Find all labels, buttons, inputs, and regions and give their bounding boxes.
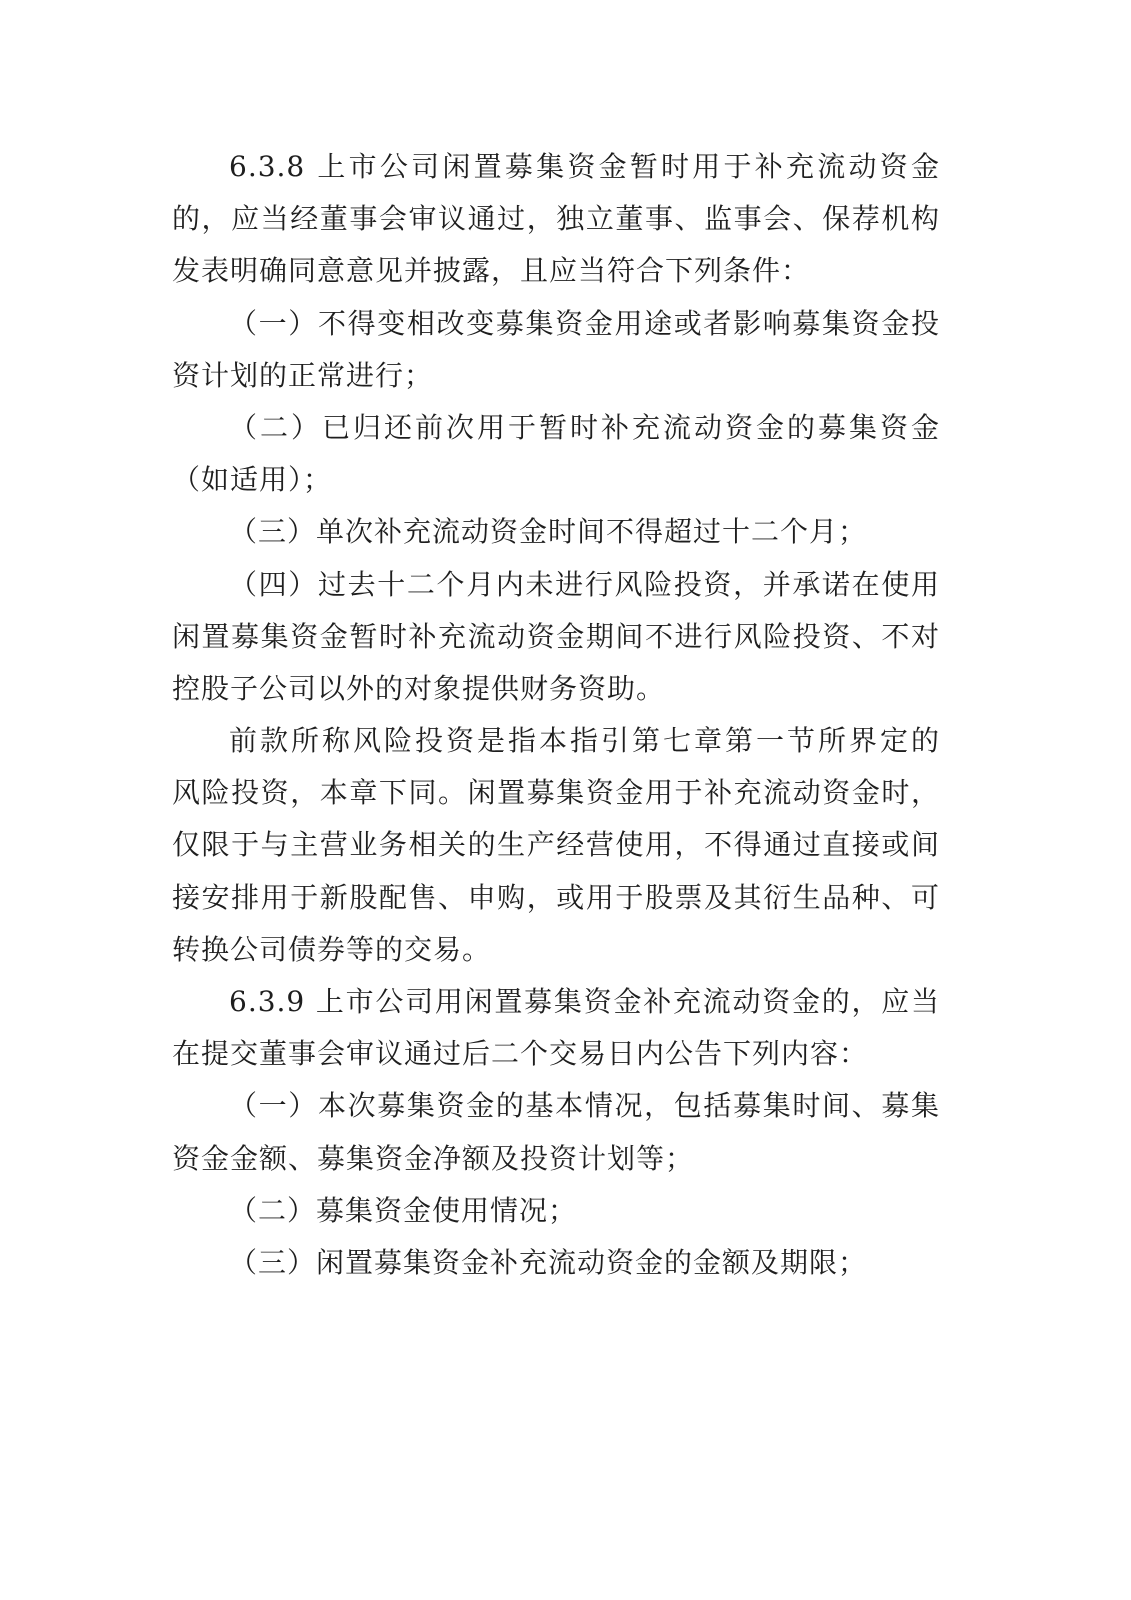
text-line: （如适用）； [172,463,333,497]
text-line: 6.3.9 上市公司用闲置募集资金补充流动资金的，应当 [229,985,940,1018]
text-line: （一）不得变相改变募集资金用途或者影响募集资金投 [229,306,940,340]
paragraph [172,715,940,976]
paragraph [172,1237,940,1289]
text-line: （二）已归还前次用于暂时补充流动资金的募集资金 [229,410,940,444]
paragraph [172,402,940,506]
text-line: 发表明确同意意见并披露，且应当符合下列条件： [172,254,811,288]
text-line: 接安排用于新股配售、申购，或用于股票及其衍生品种、可 [172,880,940,914]
paragraph [172,1080,940,1184]
text-line: 仅限于与主营业务相关的生产经营使用，不得通过直接或间 [172,828,940,862]
text-line: （三）单次补充流动资金时间不得超过十二个月； [229,515,868,549]
text-line: 资金金额、募集资金净额及投资计划等； [172,1141,695,1175]
text-line: 风险投资，本章下同。闲置募集资金用于补充流动资金时， [172,776,940,810]
text-line: 的，应当经董事会审议通过，独立董事、监事会、保荐机构 [172,202,940,236]
paragraph [172,559,940,716]
paragraph [172,298,940,402]
paragraph [172,506,940,558]
text-line: （三）闲置募集资金补充流动资金的金额及期限； [229,1245,868,1279]
text-line: （四）过去十二个月内未进行风险投资，并承诺在使用 [229,567,940,601]
text-line: 闲置募集资金暂时补充流动资金期间不进行风险投资、不对 [172,619,940,653]
document-body [172,141,940,1289]
text-line: 6.3.8 上市公司闲置募集资金暂时用于补充流动资金 [229,150,940,183]
text-line: （一）本次募集资金的基本情况，包括募集时间、募集 [229,1089,940,1123]
text-line: 转换公司债券等的交易。 [172,932,492,966]
text-line: 控股子公司以外的对象提供财务资助。 [172,671,666,705]
text-line: （二）募集资金使用情况； [229,1193,578,1227]
text-line: 资计划的正常进行； [172,358,434,392]
paragraph [172,141,940,298]
paragraph [172,976,940,1080]
text-line: 前款所称风险投资是指本指引第七章第一节所界定的 [229,724,940,758]
text-line: 在提交董事会审议通过后二个交易日内公告下列内容： [172,1037,869,1071]
paragraph [172,1185,940,1237]
